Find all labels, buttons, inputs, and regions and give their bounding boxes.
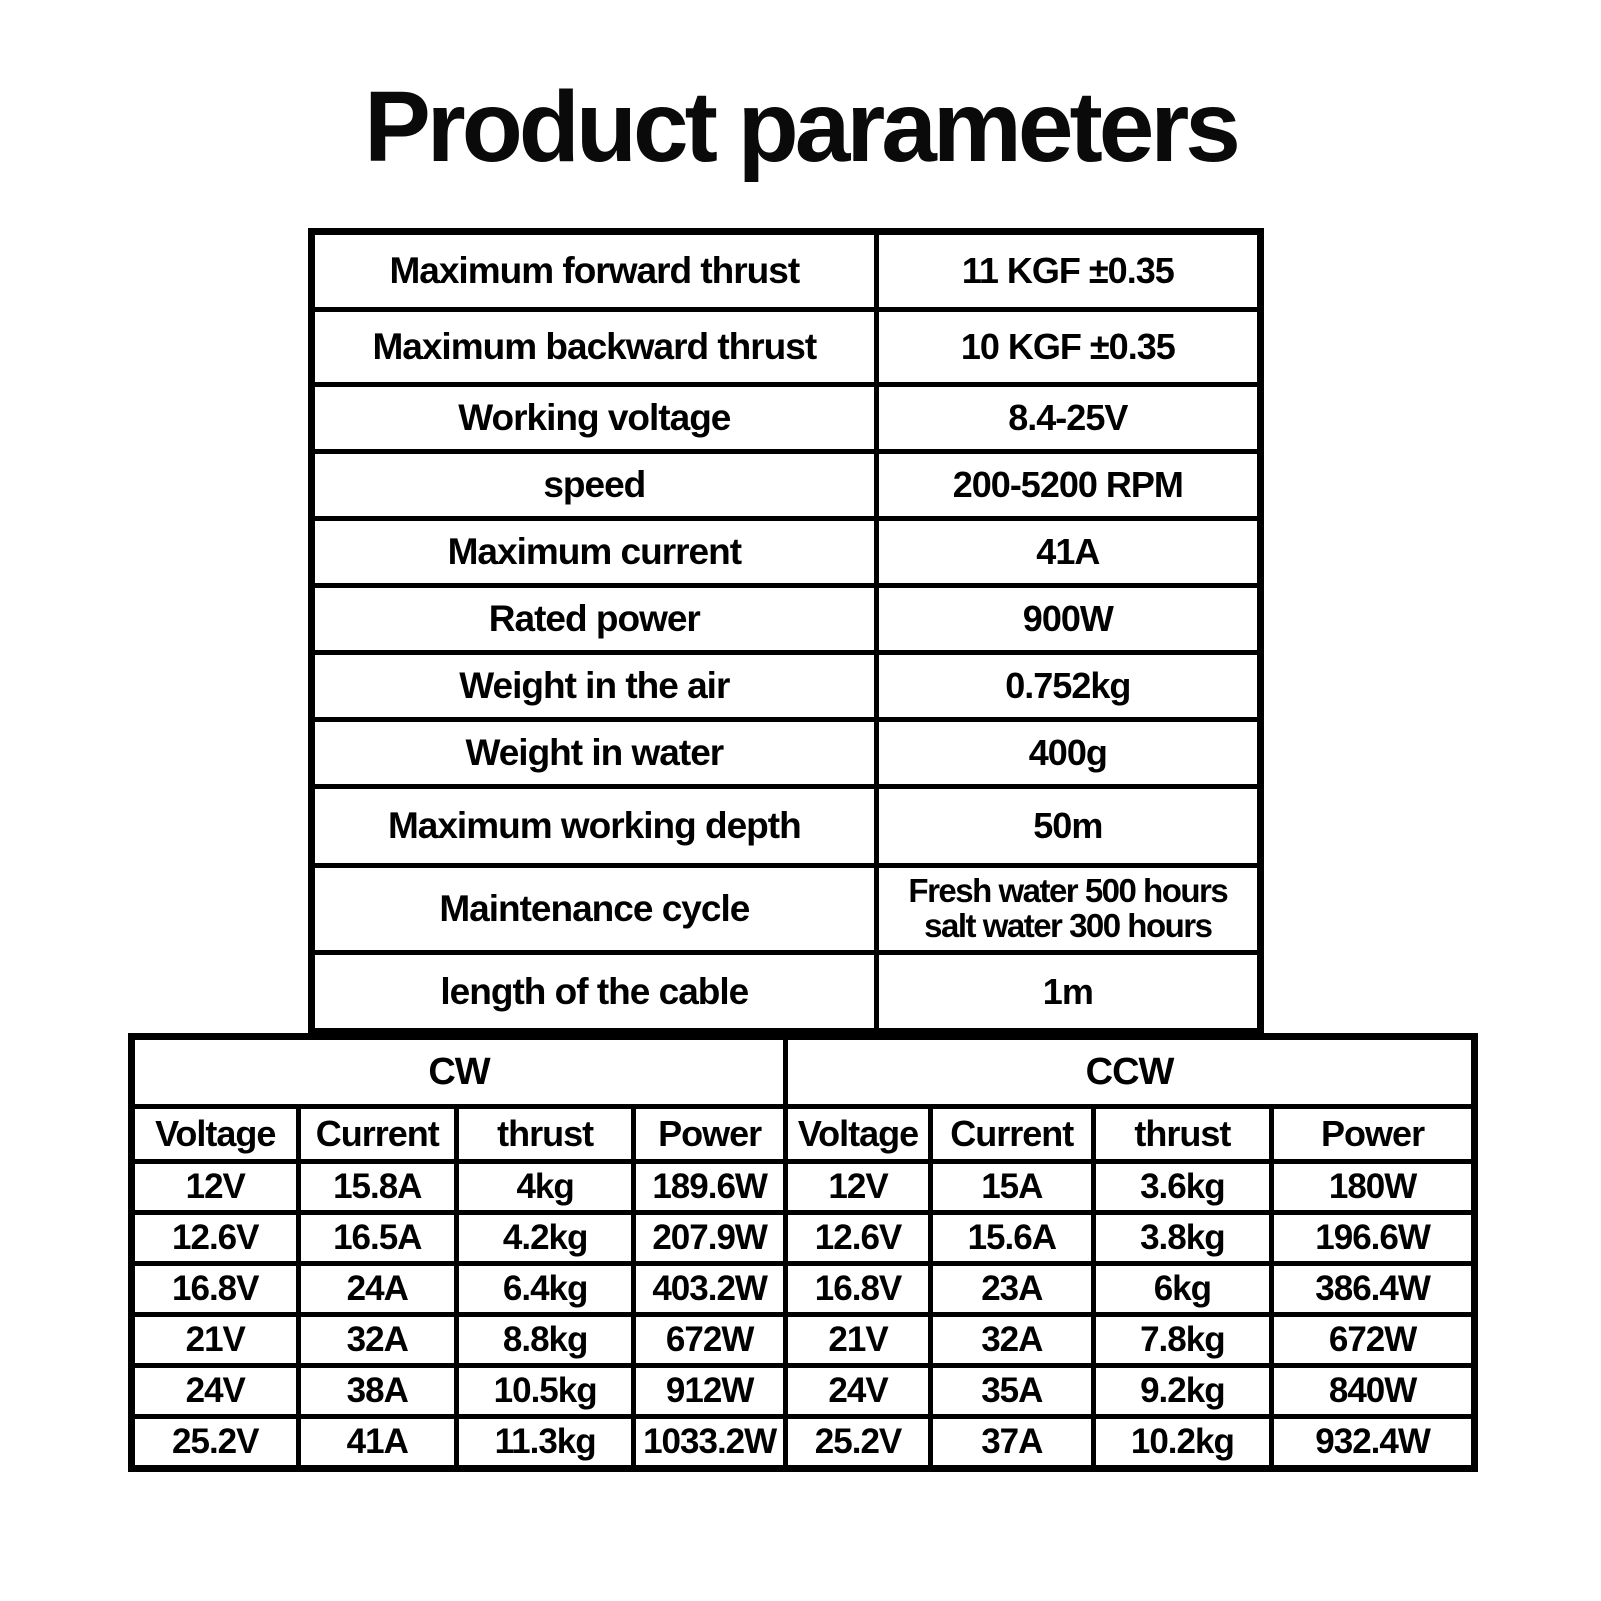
- spec-row: [312, 953, 1261, 1032]
- col-header: thrust: [1093, 1107, 1272, 1162]
- spec-row: [312, 866, 1261, 953]
- cell-power: 196.6W: [1272, 1213, 1475, 1264]
- table-row: [132, 1366, 1475, 1417]
- spec-row: [312, 653, 1261, 720]
- spec-value-line: salt water 300 hours: [924, 907, 1212, 944]
- cell-thrust: 10.5kg: [457, 1366, 634, 1417]
- cell-thrust: 7.8kg: [1093, 1315, 1272, 1366]
- cell-power: 912W: [634, 1366, 786, 1417]
- spec-value: [876, 866, 1260, 953]
- col-header: Power: [1272, 1107, 1475, 1162]
- cell-voltage: 12.6V: [786, 1213, 931, 1264]
- cell-power: 189.6W: [634, 1162, 786, 1213]
- spec-value: 1m: [876, 953, 1260, 1032]
- cell-power: 207.9W: [634, 1213, 786, 1264]
- spec-label: Maximum working depth: [312, 787, 877, 866]
- col-header: thrust: [457, 1107, 634, 1162]
- spec-row: [312, 586, 1261, 653]
- group-header-cw: CW: [132, 1037, 786, 1107]
- spec-value: 8.4-25V: [876, 385, 1260, 452]
- spec-row: [312, 310, 1261, 385]
- cell-thrust: 9.2kg: [1093, 1366, 1272, 1417]
- spec-row: [312, 232, 1261, 310]
- cell-current: 24A: [298, 1264, 456, 1315]
- spec-label: Working voltage: [312, 385, 877, 452]
- cell-voltage: 24V: [132, 1366, 299, 1417]
- column-header-row: [132, 1107, 1475, 1162]
- group-header-ccw: CCW: [786, 1037, 1475, 1107]
- col-header: Current: [931, 1107, 1094, 1162]
- cell-thrust: 4kg: [457, 1162, 634, 1213]
- spec-value: 900W: [876, 586, 1260, 653]
- cell-thrust: 3.6kg: [1093, 1162, 1272, 1213]
- spec-value: 200-5200 RPM: [876, 452, 1260, 519]
- spec-label: Maximum backward thrust: [312, 310, 877, 385]
- cell-power: 180W: [1272, 1162, 1475, 1213]
- cell-current: 37A: [931, 1417, 1094, 1469]
- spec-table: [308, 228, 1264, 1035]
- cell-voltage: 24V: [786, 1366, 931, 1417]
- col-header: Voltage: [786, 1107, 931, 1162]
- cell-current: 16.5A: [298, 1213, 456, 1264]
- cell-current: 32A: [298, 1315, 456, 1366]
- table-row: [132, 1162, 1475, 1213]
- cell-power: 403.2W: [634, 1264, 786, 1315]
- cell-current: 41A: [298, 1417, 456, 1469]
- spec-value: 0.752kg: [876, 653, 1260, 720]
- cell-power: 386.4W: [1272, 1264, 1475, 1315]
- cell-voltage: 21V: [132, 1315, 299, 1366]
- cell-current: 23A: [931, 1264, 1094, 1315]
- cell-thrust: 4.2kg: [457, 1213, 634, 1264]
- group-header-row: [132, 1037, 1475, 1107]
- spec-value: 41A: [876, 519, 1260, 586]
- cell-current: 35A: [931, 1366, 1094, 1417]
- col-header: Current: [298, 1107, 456, 1162]
- spec-row: [312, 385, 1261, 452]
- cell-voltage: 16.8V: [786, 1264, 931, 1315]
- cell-thrust: 10.2kg: [1093, 1417, 1272, 1469]
- performance-table: [128, 1033, 1478, 1472]
- spec-value: 11 KGF ±0.35: [876, 232, 1260, 310]
- cell-thrust: 8.8kg: [457, 1315, 634, 1366]
- cell-voltage: 12V: [786, 1162, 931, 1213]
- spec-label: length of the cable: [312, 953, 877, 1032]
- spec-label: Maintenance cycle: [312, 866, 877, 953]
- cell-power: 932.4W: [1272, 1417, 1475, 1469]
- cell-voltage: 25.2V: [786, 1417, 931, 1469]
- cell-voltage: 12.6V: [132, 1213, 299, 1264]
- cell-power: 672W: [634, 1315, 786, 1366]
- spec-value-line: Fresh water 500 hours: [908, 872, 1228, 910]
- spec-label: Maximum current: [312, 519, 877, 586]
- table-row: [132, 1264, 1475, 1315]
- page-title: Product parameters: [364, 71, 1237, 183]
- cell-power: 1033.2W: [634, 1417, 786, 1469]
- spec-label: speed: [312, 452, 877, 519]
- spec-row: [312, 519, 1261, 586]
- spec-row: [312, 720, 1261, 787]
- table-row: [132, 1213, 1475, 1264]
- spec-label: Rated power: [312, 586, 877, 653]
- table-row: [132, 1417, 1475, 1469]
- cell-current: 15A: [931, 1162, 1094, 1213]
- col-header: Voltage: [132, 1107, 299, 1162]
- cell-current: 32A: [931, 1315, 1094, 1366]
- cell-thrust: 11.3kg: [457, 1417, 634, 1469]
- cell-thrust: 6kg: [1093, 1264, 1272, 1315]
- cell-voltage: 12V: [132, 1162, 299, 1213]
- spec-label: Weight in water: [312, 720, 877, 787]
- spec-value: 50m: [876, 787, 1260, 866]
- cell-current: 15.8A: [298, 1162, 456, 1213]
- cell-thrust: 6.4kg: [457, 1264, 634, 1315]
- spec-row: [312, 452, 1261, 519]
- spec-label: Weight in the air: [312, 653, 877, 720]
- cell-thrust: 3.8kg: [1093, 1213, 1272, 1264]
- cell-voltage: 16.8V: [132, 1264, 299, 1315]
- cell-current: 38A: [298, 1366, 456, 1417]
- col-header: Power: [634, 1107, 786, 1162]
- table-row: [132, 1315, 1475, 1366]
- cell-voltage: 21V: [786, 1315, 931, 1366]
- spec-label: Maximum forward thrust: [312, 232, 877, 310]
- cell-power: 840W: [1272, 1366, 1475, 1417]
- spec-value: 400g: [876, 720, 1260, 787]
- spec-row: [312, 787, 1261, 866]
- spec-value: 10 KGF ±0.35: [876, 310, 1260, 385]
- cell-power: 672W: [1272, 1315, 1475, 1366]
- cell-voltage: 25.2V: [132, 1417, 299, 1469]
- cell-current: 15.6A: [931, 1213, 1094, 1264]
